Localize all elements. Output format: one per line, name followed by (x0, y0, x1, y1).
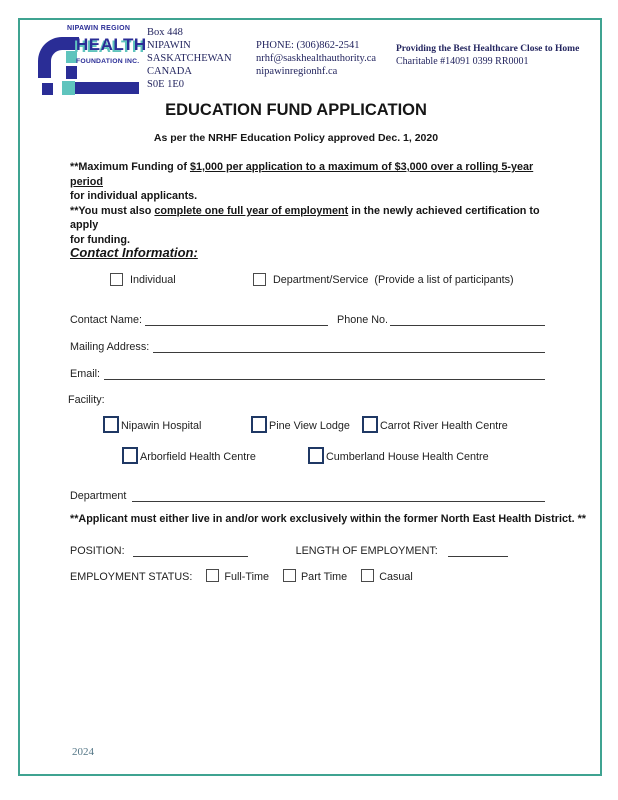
arborfield-label: Arborfield Health Centre (140, 451, 256, 463)
logo-base-teal-square (62, 81, 75, 95)
tagline: Providing the Best Healthcare Close to Home (396, 44, 580, 54)
page-title: EDUCATION FUND APPLICATION (165, 101, 427, 119)
individual-label: Individual (130, 273, 176, 286)
email-row (70, 365, 545, 380)
individual-checkbox[interactable] (110, 273, 123, 286)
position-line[interactable] (133, 543, 248, 557)
position-label: POSITION: (70, 545, 125, 557)
address-line: NIPAWIN (147, 40, 191, 51)
individual-option (110, 273, 176, 286)
part-time-checkbox[interactable] (283, 569, 296, 582)
nipawin-hospital-label: Nipawin Hospital (121, 420, 202, 432)
mailing-address-row (70, 338, 545, 353)
employment-note-underlined: complete one full year of employment (154, 204, 349, 217)
employment-status-row (70, 568, 550, 583)
carrot-river-checkbox[interactable] (362, 416, 378, 433)
address-line: SASKATCHEWAN (147, 53, 232, 64)
phone-no-label: Phone No. (337, 314, 389, 326)
nipawin-hospital-checkbox[interactable] (103, 416, 119, 433)
logo-foundation-text: FOUNDATION INC. (76, 58, 140, 65)
funding-underlined: $1,000 per application to a maximum of $3,000 over a rolling 5-year period (70, 161, 534, 188)
arborfield-checkbox[interactable] (122, 447, 138, 464)
contact-name-line[interactable] (145, 312, 328, 326)
funding-line2: for individual applicants. (70, 190, 198, 203)
phone-block (256, 39, 376, 78)
casual-label: Casual (379, 571, 413, 583)
email-label: Email: (70, 368, 100, 380)
employment-status-label: EMPLOYMENT STATUS: (70, 571, 193, 583)
part-time-label: Part Time (300, 571, 348, 583)
employment-note-prefix: **You must also (70, 204, 155, 217)
facility-option-arborfield (122, 447, 256, 464)
contact-information-heading: Contact Information: (70, 245, 198, 260)
department-line[interactable] (132, 488, 545, 502)
funding-note (70, 160, 558, 248)
facility-option-cumberland-house (308, 447, 489, 464)
logo-base-bar (75, 82, 139, 94)
employment-note-line2: for funding. (70, 233, 130, 246)
funding-prefix: **Maximum Funding of (70, 161, 190, 173)
charitable-number: Charitable #14091 0399 RR0001 (396, 56, 529, 67)
district-note: **Applicant must either live in and/or work exclusively within the former North East Health District. ** (70, 513, 586, 525)
department-service-option (253, 273, 514, 286)
address-line: CANADA (147, 66, 192, 77)
address-line: S0E 1E0 (147, 79, 185, 90)
email-line[interactable] (104, 366, 545, 380)
facility-option-pine-view-lodge (251, 416, 350, 433)
page-subtitle: As per the NRHF Education Policy approved Dec. 1, 2020 (153, 132, 439, 144)
length-of-employment-line[interactable] (448, 543, 508, 557)
pine-view-lodge-checkbox[interactable] (251, 416, 267, 433)
position-row (70, 542, 550, 557)
department-row (70, 487, 545, 502)
facility-option-nipawin-hospital (103, 416, 201, 433)
footer-year: 2024 (72, 746, 94, 758)
logo-navy-square (66, 66, 77, 79)
cumberland-house-checkbox[interactable] (308, 447, 324, 464)
logo-base-square (42, 83, 53, 95)
cumberland-house-label: Cumberland House Health Centre (326, 451, 489, 463)
pine-view-lodge-label: Pine View Lodge (269, 420, 350, 432)
employment-note-suffix: in the newly achieved certification to apply (70, 204, 540, 232)
address-block (147, 26, 232, 91)
length-of-employment-label: LENGTH OF EMPLOYMENT: (295, 545, 438, 557)
facility-label: Facility: (68, 394, 105, 406)
contact-name-row (70, 311, 545, 326)
nrhf-logo (38, 24, 148, 98)
contact-name-label: Contact Name: (70, 314, 143, 326)
facility-option-carrot-river (362, 416, 508, 433)
mailing-address-label: Mailing Address: (70, 341, 150, 353)
mailing-address-line[interactable] (153, 339, 545, 353)
logo-region-text: NIPAWIN REGION (67, 25, 131, 32)
logo-health-text: HEALTH (76, 35, 147, 54)
department-label: Department (70, 490, 127, 502)
phone-number: PHONE: (306)862-2541 (256, 40, 360, 51)
department-service-label: Department/Service (Provide a list of participants) (273, 273, 514, 286)
full-time-checkbox[interactable] (206, 569, 219, 582)
email-address: nrhf@saskhealthauthority.ca (256, 53, 377, 64)
casual-checkbox[interactable] (361, 569, 374, 582)
full-time-label: Full-Time (224, 571, 269, 583)
address-line: Box 448 (147, 27, 183, 38)
phone-no-line[interactable] (390, 312, 545, 326)
department-service-checkbox[interactable] (253, 273, 266, 286)
carrot-river-label: Carrot River Health Centre (380, 420, 508, 432)
website-url: nipawinregionhf.ca (256, 66, 338, 77)
